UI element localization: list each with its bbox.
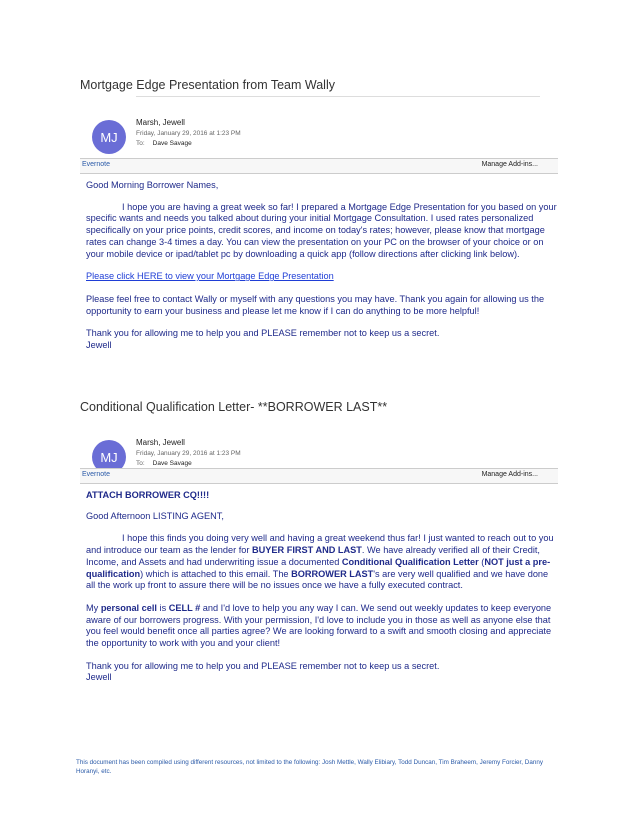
text: and I'd love to help you any way I can. We send out weekly updates to keep everyone aware of our borrowers progress. With your permission, I'd love to include you in those as well as anyone else that you feel would benefit once all parties agree? We are looking forward to a swift and smooth closing and appreciate the opportunity to work with you and your client! (86, 602, 552, 649)
email-subject: Conditional Qualification Letter- **BORROWER LAST** (80, 400, 388, 414)
sender-name: Marsh, Jewell (136, 118, 185, 127)
avatar: MJ (92, 440, 126, 474)
greeting: Good Afternoon LISTING AGENT, (86, 510, 224, 521)
addins-bar (80, 468, 558, 484)
avatar: MJ (92, 120, 126, 154)
recipient-line (136, 460, 192, 467)
text-bold: Conditional Qualification Letter (341, 556, 479, 567)
text-bold: BUYER FIRST AND LAST (252, 545, 362, 556)
recipient-name[interactable]: Dave Savage (152, 460, 192, 467)
text: ( (478, 556, 485, 567)
to-label: To: (136, 460, 145, 467)
text-bold: NOT just a pre-qualification (86, 556, 551, 579)
divider (136, 96, 540, 97)
signature: Jewell (86, 672, 112, 683)
presentation-link[interactable]: Please click HERE to view your Mortgage Edge Presentation (86, 271, 334, 282)
paragraph (86, 603, 558, 650)
email-body (80, 484, 558, 684)
text: . We have already verified all of their Credit, Income, and Assets and had underwriting issue a documented (86, 545, 540, 567)
attach-note: ATTACH BORROWER CQ!!!! (86, 490, 210, 500)
paragraph (86, 533, 558, 592)
text: I hope this finds you doing very well and having a great weekend thus far! I just wanted to reach out to you and introduce our team as the lender for (86, 533, 554, 556)
sent-datetime: Friday, January 29, 2016 at 1:23 PM (136, 130, 241, 137)
email-subject: Mortgage Edge Presentation from Team Wally (80, 78, 335, 92)
sender-name: Marsh, Jewell (136, 438, 185, 447)
evernote-button[interactable]: Evernote (82, 161, 111, 168)
closing: Thank you for allowing me to help you and PLEASE remember not to keep us a secret. (86, 660, 440, 671)
email-body (80, 174, 558, 352)
manage-addins-button[interactable]: Manage Add-ins... (481, 471, 538, 478)
sent-datetime: Friday, January 29, 2016 at 1:23 PM (136, 450, 241, 457)
recipient-name[interactable]: Dave Savage (152, 140, 192, 147)
text: ) which is attached to this email. The (140, 568, 292, 579)
email-2 (80, 400, 558, 684)
text: My (86, 602, 101, 613)
email-header (80, 96, 558, 158)
to-label: To: (136, 140, 145, 147)
text-bold: personal cell (100, 602, 157, 613)
email-1 (80, 78, 558, 352)
text-bold: BORROWER LAST (291, 568, 374, 579)
signature: Jewell (86, 340, 112, 351)
paragraph: I hope you are having a great week so far! I prepared a Mortgage Edge Presentation for you based on your specific wants and needs you talked about during your initial Mortgage Consultation. I used rates personalized specifically on your price points, credit scores, and income on today's rates; however, please know that mortgage rates can change 3-4 times a day. You can view the presentation on your PC on the browser of your choice or on your mobile device or ipad/tablet pc by downloading a quick app (follow directions after clicking link below). (86, 201, 557, 259)
closing: Thank you for allowing me to help you and PLEASE remember not to keep us a secret. (86, 328, 440, 339)
recipient-line (136, 140, 192, 147)
evernote-button[interactable]: Evernote (82, 471, 111, 478)
text: 's are very well qualified and we have done all the work up front to assure there will be no issues once we have a fully executed contract. (86, 568, 549, 591)
paragraph: Please feel free to contact Wally or myself with any questions you may have. Thank you again for allowing us the opportunity to earn your business and please let me know if I can do anything to be more helpful! (86, 293, 545, 316)
text: is (156, 602, 169, 613)
email-header (80, 418, 558, 468)
greeting: Good Morning Borrower Names, (86, 180, 219, 190)
text-bold: CELL # (168, 602, 201, 613)
document-footer: This document has been compiled using different resources, not limited to the following: Josh Mettle, Wally Elibiary, Todd Duncan, Tim Braheem, Jeremy Forcier, Danny Horanyi, etc. (76, 759, 544, 775)
manage-addins-button[interactable]: Manage Add-ins... (481, 161, 538, 168)
addins-bar (80, 158, 558, 174)
